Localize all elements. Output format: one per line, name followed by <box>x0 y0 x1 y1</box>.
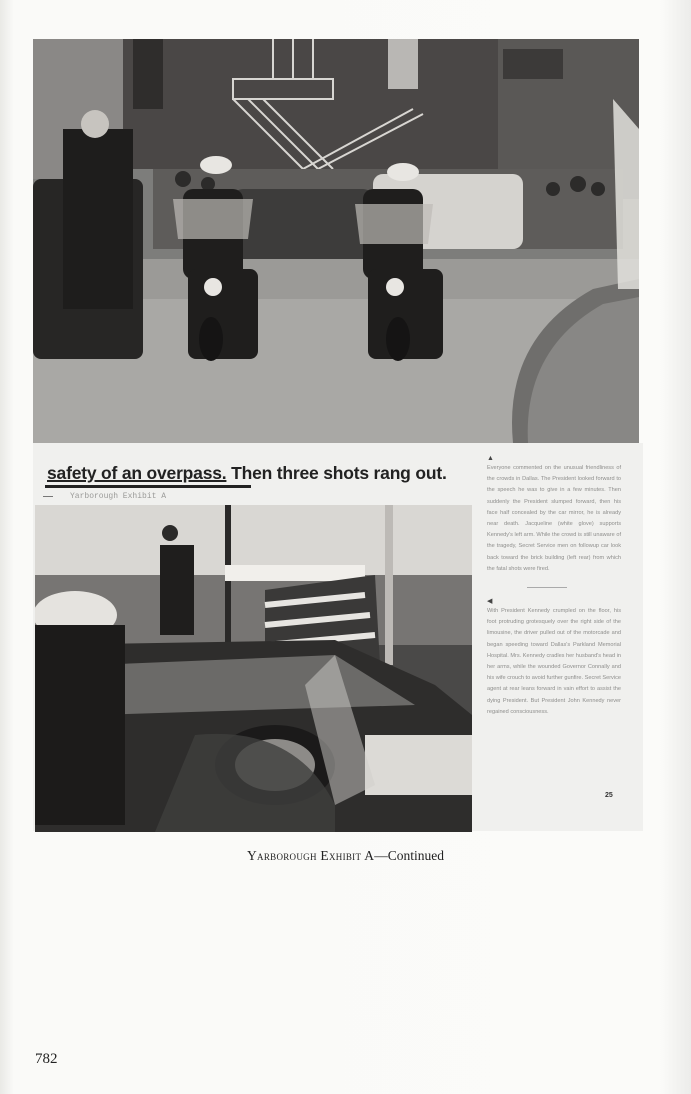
limousine-photo <box>35 505 472 832</box>
exhibit-name: Yarborough Exhibit A <box>247 848 375 863</box>
exhibit-suffix: —Continued <box>374 848 444 863</box>
caption-paragraph-1: Everyone commented on the unusual friendliness of the crowds in Dallas. The President looked forward to the speech he was to give in a few minutes. Then suddenly the President slumped forward, then his face half concealed by the car mirror, he is already near death. Jacqueline (white glove) supports Kennedy's left arm. While the crowd is still unaware of the tragedy, Secret Service men on followup car look back toward the brick building (left rear) from which the fatal shots were fired. <box>487 465 621 572</box>
arrow-up-icon: ▲ <box>487 455 494 462</box>
exhibit-caption <box>0 848 691 864</box>
magazine-panel <box>33 443 643 831</box>
caption-column <box>487 455 621 825</box>
magazine-page-number: 25 <box>605 792 613 799</box>
headline-underlined: safety of an overpass. <box>47 463 227 483</box>
caption-paragraph-2: With President Kennedy crumpled on the floor, his foot protruding grotesquely over the right side of the limousine, the driver pulled out of the motorcade and began speeding toward Dallas's Parkland Memorial Hospital. Mrs. Kennedy cradles her husband's head in her arms, while the wounded Governor Connally and his wife crouch to avoid further gunfire. Secret Service agent at rear leans forward in vain effort to assist the dying President. But President John Kennedy never regained consciousness. <box>487 608 622 715</box>
caption-divider <box>527 587 567 588</box>
stamp-dash <box>43 496 53 497</box>
page-number: 782 <box>35 1051 58 1067</box>
motorcade-photo <box>33 39 639 443</box>
headline-rest: Then three shots rang out. <box>226 463 447 483</box>
arrow-left-icon: ◀ <box>487 598 493 606</box>
exhibit-stamp: Yarborough Exhibit A <box>70 492 167 501</box>
headline <box>47 463 487 484</box>
headline-rule <box>45 485 251 488</box>
